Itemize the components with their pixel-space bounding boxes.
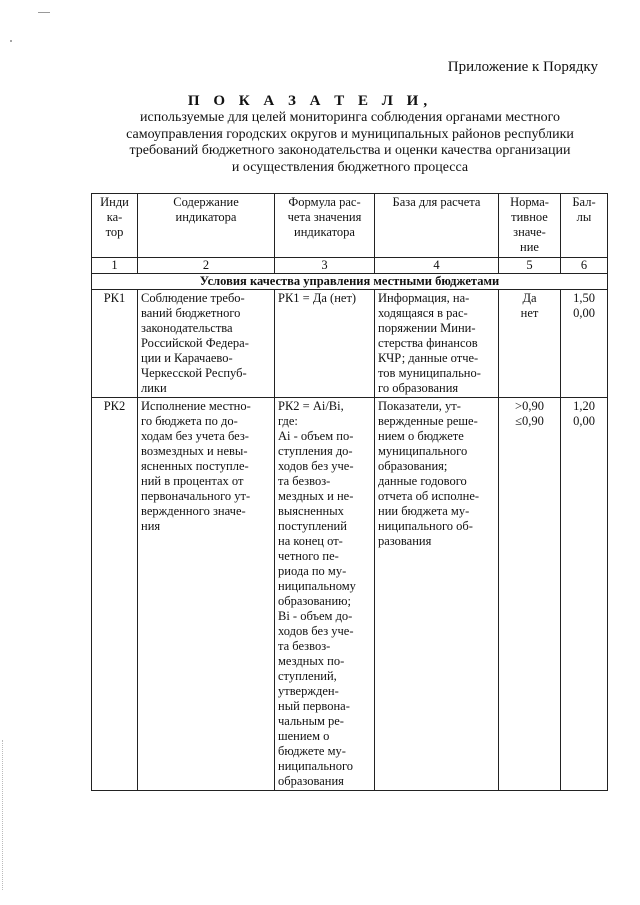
indicator-norm: Да нет bbox=[499, 290, 561, 398]
column-number: 2 bbox=[138, 258, 275, 274]
section-title: Условия качества управления местными бюджетами bbox=[92, 274, 608, 290]
table-row bbox=[92, 290, 608, 398]
header-cell-score: Бал- лы bbox=[561, 194, 608, 258]
scan-edge-noise bbox=[2, 740, 4, 890]
subtitle-line: требований бюджетного законодательства и оценки качества организации bbox=[129, 143, 571, 158]
table-header-row bbox=[92, 194, 608, 258]
indicator-id: РК2 bbox=[92, 398, 138, 791]
indicator-content: Исполнение местно- го бюджета по до- ходам без учета без- возмездных и невы- ясненных поступле- ний в процентах от первоначального ут- вержденного значе- ния bbox=[138, 398, 275, 791]
column-number: 3 bbox=[275, 258, 375, 274]
header-cell-norm: Норма- тивное значе- ние bbox=[499, 194, 561, 258]
indicators-table bbox=[91, 193, 608, 791]
column-number: 4 bbox=[375, 258, 499, 274]
indicator-score: 1,20 0,00 bbox=[561, 398, 608, 791]
document-title: П О К А З А Т Е Л И, bbox=[187, 93, 433, 109]
column-number: 6 bbox=[561, 258, 608, 274]
indicator-score: 1,50 0,00 bbox=[561, 290, 608, 398]
subtitle-line: используемые для целей мониторинга соблюдения органами местного bbox=[140, 110, 560, 125]
header-cell-base: База для расчета bbox=[375, 194, 499, 258]
indicator-id: РК1 bbox=[92, 290, 138, 398]
scan-mark bbox=[38, 12, 50, 13]
indicator-formula: РК1 = Да (нет) bbox=[275, 290, 375, 398]
subtitle-line: самоуправления городских округов и муниципальных районов республики bbox=[126, 126, 574, 142]
header-cell-formula: Формула рас- чета значения индикатора bbox=[275, 194, 375, 258]
section-row bbox=[92, 274, 608, 290]
indicator-norm: >0,90 ≤0,90 bbox=[499, 398, 561, 791]
indicator-base: Показатели, ут- вержденные реше- нием о бюджете муниципального образования; данные годового отчета об исполне- нии бюджета му- ниципального об- разования bbox=[375, 398, 499, 791]
indicator-base: Информация, на- ходящаяся в рас- поряжении Мини- стерства финансов КЧР; данные отче- тов муниципально- го образования bbox=[375, 290, 499, 398]
subtitle-line: и осуществления бюджетного процесса bbox=[231, 159, 469, 175]
indicator-content: Соблюдение требо- ваний бюджетного законодательства Российской Федера- ции и Карачаево- Черкесской Респуб- лики bbox=[138, 290, 275, 398]
table-row bbox=[92, 398, 608, 791]
header-cell-indicator: Инди ка- тор bbox=[92, 194, 138, 258]
column-number: 1 bbox=[92, 258, 138, 274]
scan-speck bbox=[10, 40, 12, 42]
indicator-formula: РК2 = Ai/Bi, где: Ai - объем по- ступления до- ходов без уче- та безвоз- мездных и не- выясненных поступлений на конец от- четного пе- риода по му- ниципальному образованию; Bi - объем до- ходов без уче- та безвоз- мездных по- ступлений, утвержден- ный первона- чальным ре- шением о бюджете му- ниципального образования bbox=[275, 398, 375, 791]
column-number: 5 bbox=[499, 258, 561, 274]
header-cell-content: Содержание индикатора bbox=[138, 194, 275, 258]
document-subtitle bbox=[95, 110, 605, 176]
appendix-label: Приложение к Порядку bbox=[447, 59, 598, 75]
column-number-row bbox=[92, 258, 608, 274]
